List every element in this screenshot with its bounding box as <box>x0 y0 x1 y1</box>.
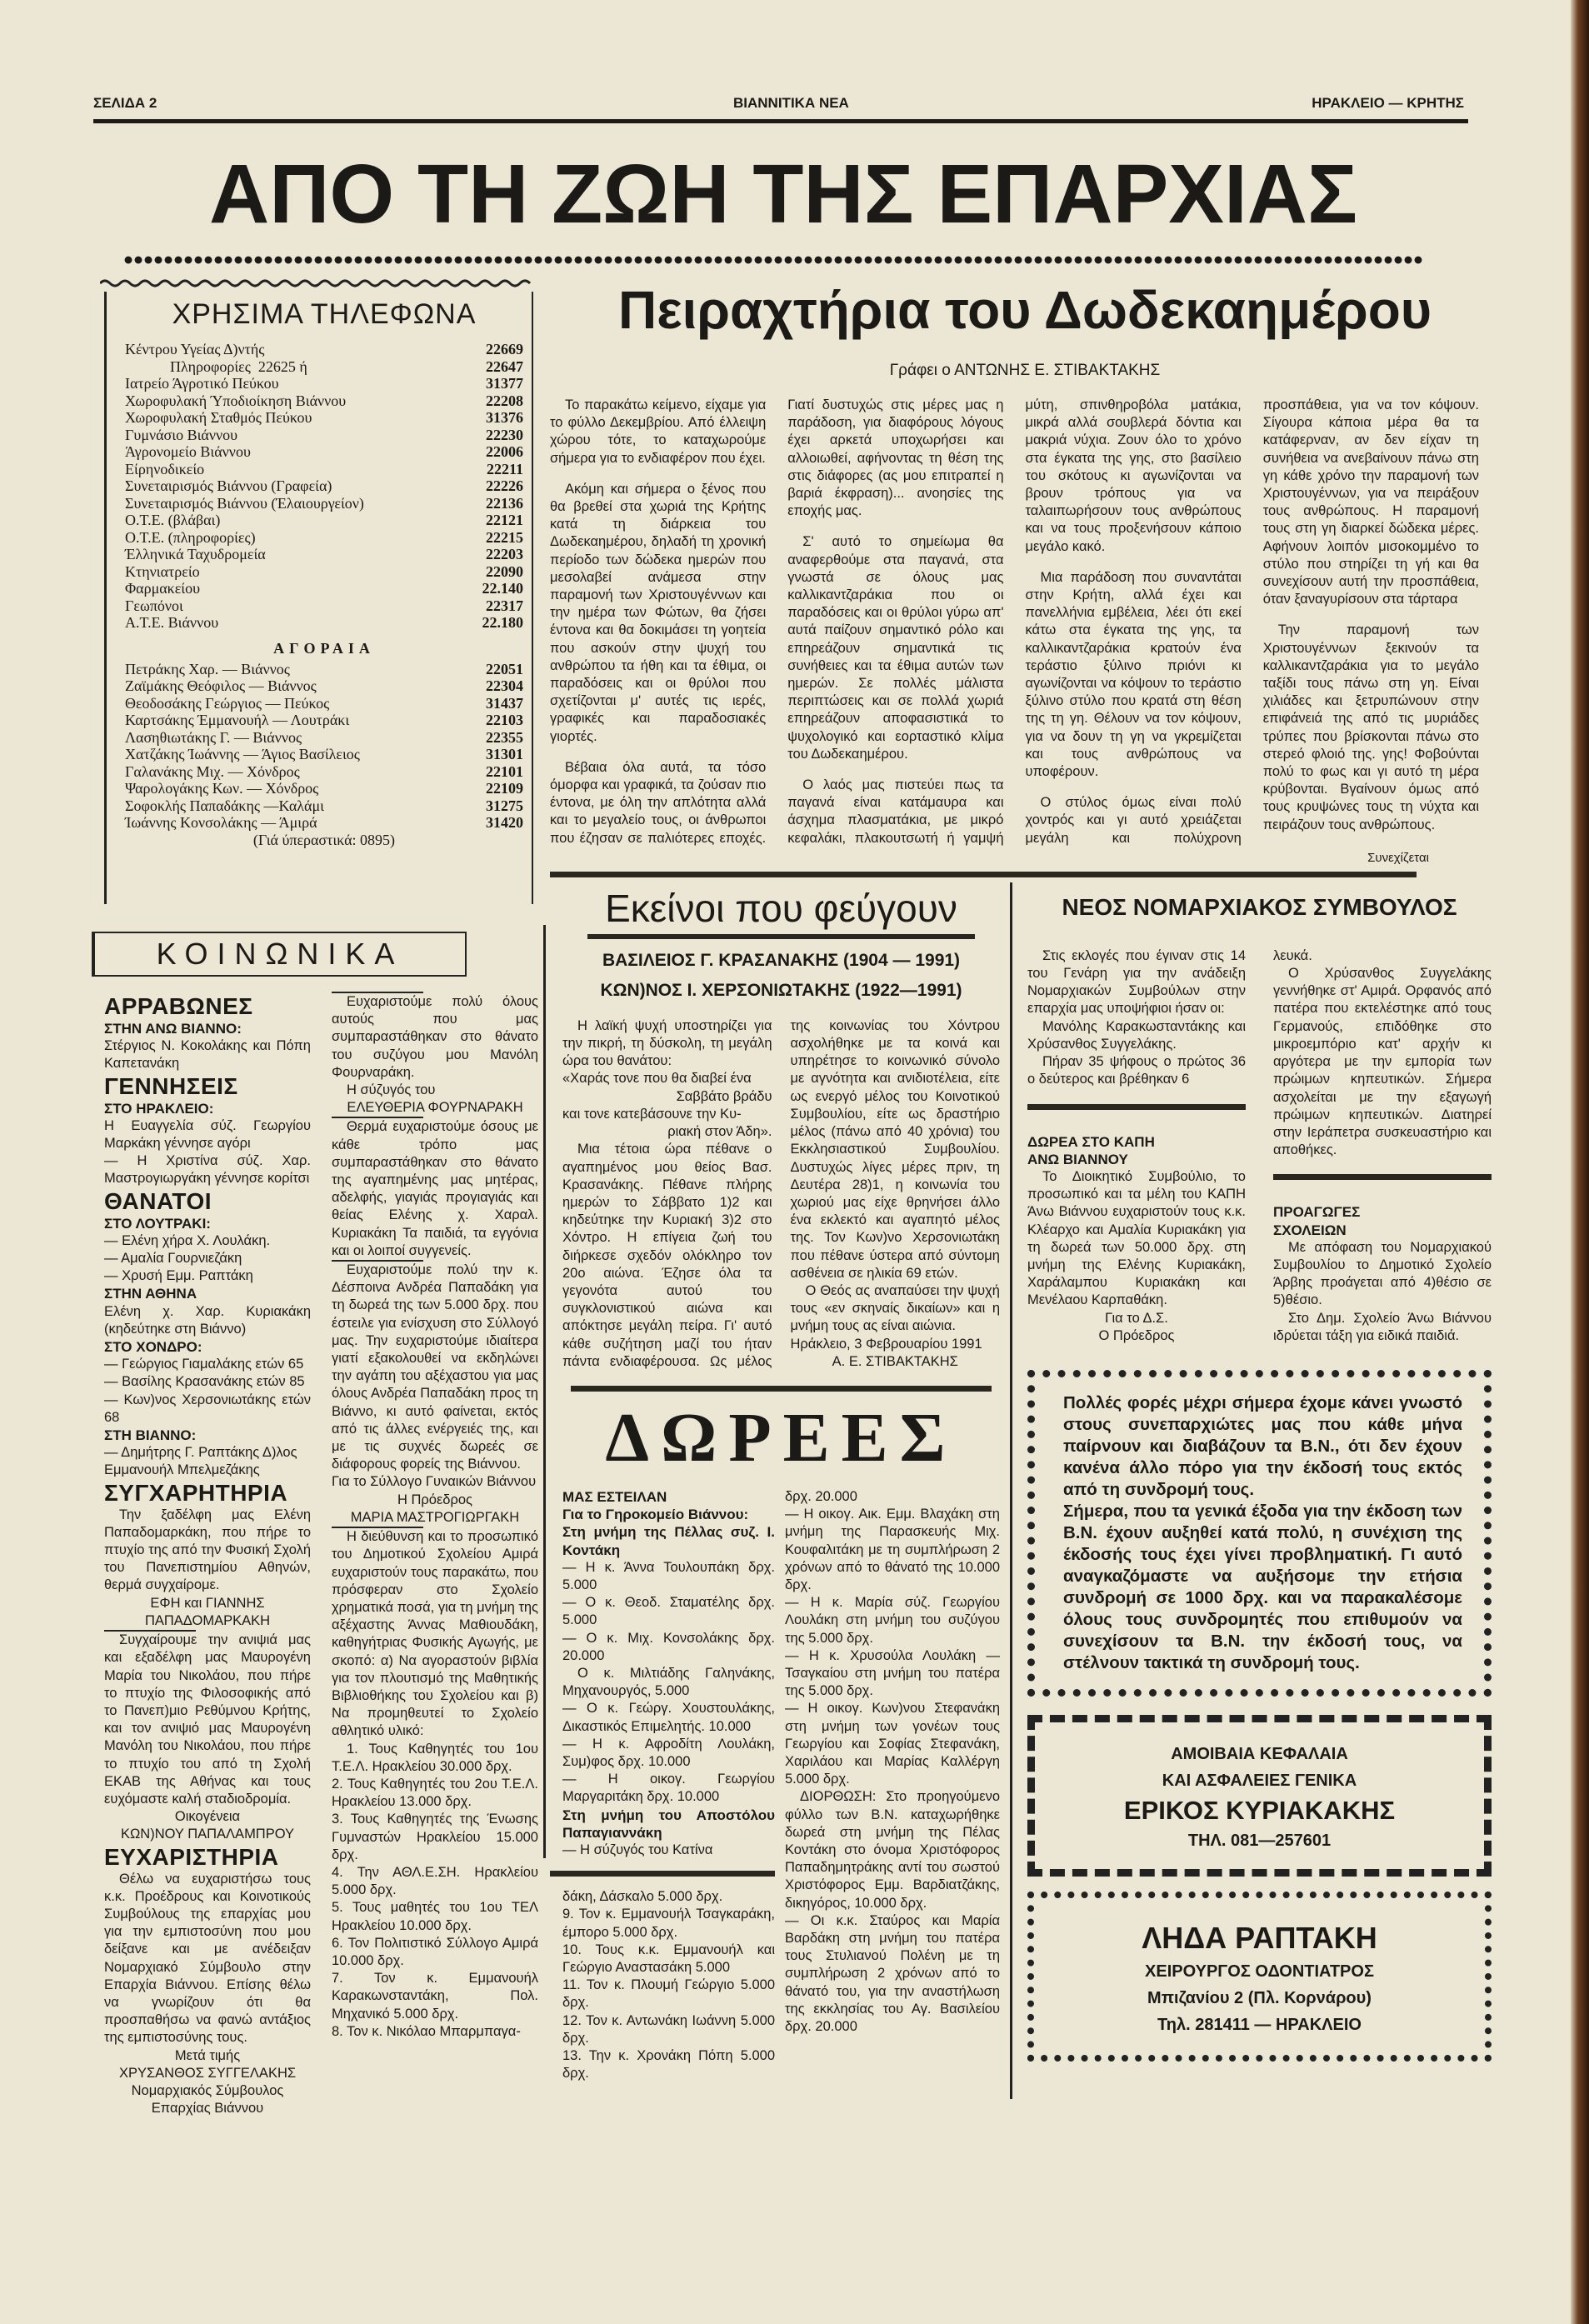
text-line: — Δημήτρης Γ. Ραπτάκης Δ)λος <box>104 1445 297 1461</box>
divider <box>1273 1174 1492 1180</box>
ad-name: ΛΗΔΑ ΡΑΠΤΑΚΗ <box>1142 1920 1377 1955</box>
signature-line: Για το Δ.Σ. <box>1105 1310 1168 1326</box>
market-list <box>125 661 523 832</box>
paragraph: Η σύζυγός του <box>347 1082 436 1098</box>
text-line: 3. Τους Καθηγητές της Ένωσης Γυμναστών Ηρακλείου 15.000 δρχ. <box>332 1812 538 1862</box>
dentist-ad <box>1027 1892 1492 2062</box>
ad-name: ΕΡΙΚΟΣ ΚΥΡΙΑΚΑΚΗΣ <box>1123 1795 1396 1825</box>
text-line: — Η σύζυγός του Κατίνα <box>562 1842 713 1857</box>
phone-entry <box>125 780 523 797</box>
paragraph: ΔΙΟΡΘΩΣΗ: Στο προηγούμενο φύλλο των Β.Ν. καταχωρήθηκε δωρεά στη μνήμη της Πέλας Κοντάκη στο όνομα Χριστόφορος Παπαδημητράκης αντί του σωστού Χριστόφορος Εμμ. Βαρδιατζάκης, δικηγόρος, 10.000 δρχ. <box>785 1789 1000 1911</box>
subheading: ΣΧΟΛΕΙΩΝ <box>1273 1222 1347 1238</box>
phone-label: Χωροφυλακή Σταθμός Πεύκου <box>125 409 312 426</box>
phone-label: Φαρμακείου <box>125 580 201 597</box>
phone-label: Πετράκης Χαρ. — Βιάννος <box>125 660 290 677</box>
main-area <box>550 268 1500 2099</box>
phone-number: 22.180 <box>482 614 523 631</box>
paragraph: Ευχαριστούμε πολύ όλους αυτούς που μας συμπαραστάθηκαν στο θάνατο του συζύγου μου Μανόλη Φουρναράκη. <box>332 994 538 1080</box>
phone-label: Χατζάκης Ίωάννης — Άγιος Βασίλειος <box>125 746 360 762</box>
text-line: 12. Τον κ. Αντωνάκη Ιωάννη 5.000 δρχ. <box>562 2012 775 2046</box>
subheading: ΔΩΡΕΑ ΣΤΟ ΚΑΠΗ <box>1027 1133 1155 1150</box>
donations-right <box>785 1488 1000 2083</box>
school-donations-continued <box>562 1888 775 2082</box>
paragraph: Στις εκλογές που έγιναν στις 14 του Γενάρη για την ανάδειξη Νομαρχιακών Συμβούλων στην επαρχία μας υποψήφιοι ήσαν οι: <box>1027 947 1246 1017</box>
phone-label: Σοφοκλής Παπαδάκης —Καλάμι <box>125 797 324 814</box>
subheading: ΜΑΣ ΕΣΤΕΙΛΑΝ <box>562 1488 667 1505</box>
text-line: — Η κ. Μαρία σύζ. Γεωργίου Λουλάκη στη μνήμη του συζύγου της 5.000 δρχ. <box>785 1595 1000 1646</box>
phone-number: 22304 <box>486 677 523 694</box>
phone-list <box>125 341 523 632</box>
paragraph: Ακόμη και σήμερα ο ξένος που θα βρεθεί στα χωριά της Κρήτης κατά τη διάρκεια του Δωδεκαημέρου, δηλαδή τη χρονική περίοδο των δώδεκα ημερών που μεσολαβεί ανάμεσα στην παραμονή των Χριστουγέννων και την ημέρα των Φώτων, θα ζήσει έντονα και θα δοκιμάσει τη γοητεία που ασκούν στην ψυχή του ανθρώπου τα ήθη και τα έθιμα, οι παραδόσεις και οι θρύλοι που σχετίζονται μ' αυτές τις ιερές, γραφικές και παραδοσιακές γιορτές. <box>550 481 767 744</box>
phone-number: 22103 <box>486 712 523 728</box>
text-line: — Ο κ. Γεώργ. Χουστουλάκης, Δικαστικός Επιμελητής. 10.000 <box>562 1701 775 1734</box>
market-heading: ΑΓΟΡΑΙΑ <box>273 639 375 657</box>
section-heading: ΣΥΓΧΑΡΗΤΗΡΙΑ <box>104 1479 288 1506</box>
phone-entry <box>125 597 523 615</box>
signature-line: Α. Ε. ΣΤΙΒΑΚΤΑΚΗΣ <box>832 1353 958 1369</box>
phone-entry <box>125 814 523 832</box>
text-line: — Ο κ. Μιχ. Κονσολάκης δρχ. 20.000 <box>562 1630 775 1663</box>
phone-number: 22211 <box>486 460 523 477</box>
council-right <box>1273 947 1492 1345</box>
phone-label: Χωροφυλακή Ύποδιοίκηση Βιάννου <box>125 392 347 409</box>
wavy-divider <box>100 278 533 288</box>
section-heading: ΕΥΧΑΡΙΣΤΗΡΙΑ <box>104 1843 279 1870</box>
text-line: — Η κ. Χρυσούλα Λουλάκη — Τσαγκαίου στη μνήμη του πατέρα της 5.000 δρχ. <box>785 1647 1000 1699</box>
subscription-notice <box>1027 1370 1492 1697</box>
phone-entry <box>125 477 523 495</box>
text-line: — Κων)νος Χερσονιωτάκης ετών 68 <box>104 1392 311 1425</box>
obituary-name-1: ΒΑΣΙΛΕΙΟΣ Γ. ΚΡΑΣΑΝΑΚΗΣ (1904 — 1991) <box>602 950 961 970</box>
phone-number: 22230 <box>486 426 523 443</box>
phone-entry <box>125 392 523 410</box>
phone-number: 31376 <box>486 409 523 426</box>
text-line: — Η οικογ. Κων)νου Στεφανάκη στη μνήμη των γονέων τους Γεωργίου και Σοφίας Στεφανάκη, Χαριλάου και Μαρίας Καλλέργη 5.000 δρχ. <box>785 1701 1000 1787</box>
text-line: 4. Την ΑΘΛ.Ε.ΣΗ. Ηρακλείου 5.000 δρχ. <box>332 1864 538 1898</box>
phone-number: 31377 <box>486 375 523 392</box>
phone-entry <box>125 746 523 763</box>
location: ΗΡΑΚΛΕΙΟ — ΚΡΗΤΗΣ <box>1312 95 1464 111</box>
phone-number: 22121 <box>486 512 523 528</box>
section-divider <box>550 872 1417 877</box>
subheading: ΣΤΗΝ ΑΘΗΝΑ <box>104 1286 197 1302</box>
text-line: — Η οικογ. Αικ. Εμμ. Βλαχάκη στη μνήμη της Παρασκευής Μιχ. Κουφαλιτάκη με τη συμπλήρωση 2 χρόνων από το θάνατό της 10.000 δρχ. <box>785 1507 1000 1592</box>
phone-label: Έλληνικά Ταχυδρομεία <box>125 546 266 562</box>
subheading: Στη μνήμη του Αποστόλου Παπαγιαννάκη <box>562 1807 775 1841</box>
phone-entry <box>125 661 523 678</box>
subheading: Στη μνήμη της Πέλλας συζ. Ι. Κοντάκη <box>562 1524 775 1558</box>
phone-label: Συνεταιρισμός Βιάννου (Έλαιουργείον) <box>125 494 364 512</box>
phone-label: Κτηνιατρείο <box>125 562 200 580</box>
phone-label: Κέντρου Υγείας Δ)ντής <box>125 341 265 357</box>
phone-label: Λασηθιωτάκης Γ. — Βιάννος <box>125 728 302 746</box>
signature-line: Ο Πρόεδρος <box>1098 1327 1175 1343</box>
phone-label: Καρτσάκης Έμμανουήλ — Λουτράκι <box>125 712 350 728</box>
subheading: ΣΤΟ ΧΟΝΔΡΟ: <box>104 1339 202 1356</box>
paragraph: Σήμερα, που τα γενικά έξοδα για την έκδοση των Β.Ν. έχουν αυξηθεί κατά πολύ, η συνέχιση της έκδοσής τους έχει γίνει προβληματική. Γι αυτό αναγκαζόμαστε να αυξήσομε την ετήσια συνδρομή σε 1000 δρχ. και να παρακαλέσομε όλους τους συνδρομητές που επιθυμούν να συνεχίσουν τα Β.Ν. την έκδοσή τους, να στέλνουν τακτικά τη συνδρομή τους. <box>1063 1501 1462 1672</box>
obituary-names <box>562 946 1000 1006</box>
paragraph: Θέλω να ευχαριστήσω τους κ.κ. Προέδρους και Κοινοτικούς Συμβούλους της επαρχίας μου για την εμπιστοσύνη που μου δείξανε και με ανέδειξαν Νομαρχιακό Σύμβουλο στην Επαρχία Βιάννου. Επίσης θέλω να γνωρίζουν ότι θα προσπαθήσω να φανώ αντάξιος της εμπιστοσύνης τους. <box>104 1871 311 2046</box>
signature-line: Οικογένεια <box>174 1809 241 1825</box>
paragraph: Η λαϊκή ψυχή υποστηρίζει για την πικρή, τη δύσκολη, τη μεγάλη ώρα του θανάτου: <box>562 1017 772 1069</box>
paragraph: Το Διοικητικό Συμβούλιο, το προσωπικό και τα μέλη του ΚΑΠΗ Άνω Βιάννου ευχαριστούν τους κ.κ. Κλέαρχο και Αμαλία Κυριακάκη για τη δωρεά των 50.000 δρχ. στη μνήμη της Ελένης Κυριακάκη, Χαράλαμπου Κυριακάκη και Μενέλαου Καρπαθάκη. <box>1027 1168 1246 1308</box>
paragraph: Μια τέτοια ώρα πέθανε ο αγαπημένος μου θείος Βασ. Κρασανάκης. Πέθανε πλήρης ημερών το Σάββατο 1)2 και κηδεύτηκε την Κυριακή 3)2 στο Χόντρο. Η επίγεια ζωή του διήρκεσε σχεδόν ολόκληρο τον 20ο αιώνα. Έζησε όλα τα γεγονότα αυτού του συγκλονιστικού αιώνα και απόκτησε μεγάλη πείρα. Γι' αυτό κάθε συζήτηση μαζί του ήταν πάντα ενδιαφέρουσα. Ως μέλος της κοινωνίας του Χόντρου ασχολήθηκε με τα κοινά και υπηρέτησε το κοινωνικό σύνολο με αγνότητα και ανιδιοτέλεια, είτε ως ενεργό μέλος του Κοινοτικού Συμβουλίου, είτε ως δραστήριο μέλος (πάνω από 40 χρόνια) του Εκκλησιαστικού Συμβουλίου. Δυστυχώς λίγες μέρες πριν, τη Δευτέρα 28)1, η κοινωνία του χωριού μας είχε θρηνήσει άλλο ένα εκλεκτό και αγαπητό μέλος της. Τον Κων)νο Χερσονιωτάκη που πέθανε ύστερα από σύντομη ασθένεια σε ηλικία 69 ετών. <box>562 1017 1000 1369</box>
phone-number: 22090 <box>486 562 523 580</box>
phones-heading: ΧΡΗΣΙΜΑ ΤΗΛΕΦΩΝΑ <box>172 298 477 330</box>
phone-number: 22669 <box>486 341 523 357</box>
text-line: λευκά. <box>1273 947 1312 963</box>
obituary-underline <box>587 934 975 939</box>
subheading: Για το Γηροκομείο Βιάννου: <box>562 1507 749 1523</box>
signature-line: Επαρχίας Βιάννου <box>151 2101 264 2117</box>
phone-label: Ο.Τ.Ε. (βλάβαι) <box>125 512 221 528</box>
paragraph: Πήραν 35 ψήφους ο πρώτος 36 ο δεύτερος και βρέθηκαν 6 <box>1027 1054 1246 1087</box>
signature-line: Η Πρόεδρος <box>397 1492 473 1507</box>
donations-headline: ΔΩΡΕΕΣ <box>605 1398 957 1477</box>
signature-line: Μετά τιμής <box>174 2047 241 2063</box>
phone-entry <box>125 512 523 529</box>
phone-number: 22.140 <box>482 580 523 597</box>
phone-label: Ψαρολογάκης Κων. — Χόνδρος <box>125 780 319 797</box>
page-number: ΣΕΛΙΔΑ 2 <box>93 95 157 111</box>
paragraph: Συγχαίρουμε την ανιψιά μας και εξαδέλφη μας Μαυρογένη Μαρία του Νικολάου, που πήρε το πτυχίο της Φιλοσοφικής από το Πανεπ)μιο Ρεθύμνου Κρήτης, και τον ανιψιό μας Μαυρογένη Μανόλη του Νικολάου, που πήρε το πτυχίο του από τη Σχολή ΕΚΑΒ της Αθήνας και τους ευχόμαστε καλή σταδιοδρομία. <box>104 1632 311 1807</box>
phone-number: 31275 <box>486 797 523 814</box>
text-line: — Η κ. Αφροδίτη Λουλάκη, Συμ)φος δρχ. 10.000 <box>562 1736 775 1769</box>
phone-label: Πληροφορίες 22625 ή <box>125 357 307 375</box>
phone-label: Ζαϊμάκης Θεόφιλος — Βιάννος <box>125 677 317 694</box>
text-line: — Αμαλία Γουρνιεζάκη <box>104 1251 242 1267</box>
text-line: 13. Την κ. Χρονάκη Πόπη 5.000 δρχ. <box>562 2048 775 2082</box>
phone-entry <box>125 529 523 547</box>
phone-entry <box>125 797 523 815</box>
council-headline: ΝΕΟΣ ΝΟΜΑΡΧΙΑΚΟΣ ΣΥΜΒΟΥΛΟΣ <box>1062 893 1457 920</box>
paragraph: Ευχαριστούμε πολύ την κ. Δέσποινα Ανδρέα Παπαδάκη για τη δωρεά της των 5.000 δρχ. που έστειλε για ενίσχυση στο Σύλλογό μας. Την ευχαριστούμε ιδιαίτερα γιατί εξακολουθεί να εκδηλώνει την αγάπη του αξέχαστου για μας όλους Ανδρέα Παπαδάκη προς τη Βιάννο, κι αυτό φαίνεται, εκτός από τις άλλες ενέργειές της, και με τις συχνές δωρεές σε διάφορους φορείς της Βιάννου. <box>332 1262 538 1472</box>
subheading: ΑΝΩ ΒΙΑΝΝΟΥ <box>1027 1151 1128 1167</box>
diamond-divider <box>123 254 1423 266</box>
text-line: 6. Τον Πολιτιστικό Σύλλογο Αμιρά 10.000 δρχ. <box>332 1935 538 1968</box>
long-distance-note: (Γιά ύπεραστικά: 0895) <box>252 831 396 848</box>
phone-entry <box>125 729 523 747</box>
phone-number: 22226 <box>486 477 523 494</box>
social-heading: ΚΟΙΝΩΝΙΚΑ <box>92 932 467 977</box>
paragraph: Βέβαια όλα αυτά, τα τόσο όμορφα και γραφικά, τα ζούσαν πιο έντονα, με όλη την απλότητα αλλά και το μεγαλείο τους, οι άνθρωποι που έζησαν σε παλιότερες εποχές. Γιατί δυστυχώς στις μέρες μας η παράδοση, για διαφόρους λόγους έχει αρκετά υποχωρήσει και αλλοιωθεί, αφήνοντας τη θέση της στις διάφορες (ας μου επιτραπεί η βαριά έκφραση)... ανοησίες της εποχής μας. <box>550 397 1004 846</box>
ad-phone: ΤΗΛ. 081—257601 <box>1187 1831 1332 1850</box>
paragraph: Σ' αυτό το σημείωμα θα αναφερθούμε στα παγανά, στα γνωστά σε όλους μας καλλικαντζαράκια που οι παραδόσεις και οι θρύλοι γύρω απ' αυτά παίζουν σημαντικό ρόλο και επηρεάζουν σημαντικά τις συνήθειες και τα έθιμα αυτών των ημερών. Σε πολλές μάλιστα περιπτώσεις και σε πολλά χωριά επηρεάζουν αποφασιστικά το ψυχολογικό και εορταστικό κλίμα του Δωδεκαημέρου. <box>787 534 1004 762</box>
ad-phone: Τηλ. 281411 — ΗΡΑΚΛΕΙΟ <box>1157 2015 1362 2034</box>
phone-number: 22109 <box>486 780 523 797</box>
article-body <box>550 397 1479 847</box>
signature-line: ΧΡΥΣΑΝΘΟΣ ΣΥΓΓΕΛΑΚΗΣ <box>118 2065 297 2081</box>
subheading: ΣΤΟ ΗΡΑΚΛΕΙΟ: <box>104 1100 214 1117</box>
paragraph: Στο Δημ. Σχολείο Άνω Βιάννου ιδρύεται τάξη για ειδικά παιδιά. <box>1273 1310 1492 1343</box>
ad-title: ΧΕΙΡΟΥΡΓΟΣ ΟΔΟΝΤΙΑΤΡΟΣ <box>1145 1962 1374 1981</box>
text-line: — Γεώργιος Γιαμαλάκης ετών 65 <box>104 1357 304 1372</box>
phone-label: Είρηνοδικείο <box>125 460 205 477</box>
phone-number: 22006 <box>486 443 523 460</box>
phone-entry <box>125 712 523 729</box>
paragraph: Ο Θεός ας αναπαύσει την ψυχή τους «εν σκηναίς δικαίων» και η μνήμη τους ας είναι αιώνια. <box>790 1282 1000 1334</box>
page-title: ΑΠΟ ΤΗ ΖΩΗ ΤΗΣ ΕΠΑΡΧΙΑΣ <box>209 147 1357 241</box>
phone-entry <box>125 763 523 781</box>
text-line: Ηράκλειο, 3 Φεβρουαρίου 1991 <box>790 1336 982 1352</box>
phone-entry <box>125 495 523 512</box>
text-line: — Ο κ. Θεοδ. Σταματέλης δρχ. 5.000 <box>562 1595 775 1628</box>
text-line: και τονε κατεβάσουνε την Κυ- <box>562 1106 742 1122</box>
phone-entry <box>125 341 523 358</box>
section-heading: ΓΕΝΝΗΣΕΙΣ <box>104 1072 238 1099</box>
text-line: Ελένη χ. Χαρ. Κυριακάκη (κηδεύτηκε στη Βιάννο) <box>104 1303 311 1337</box>
phone-label: Γεωπόνοι <box>125 597 183 614</box>
phone-number: 22051 <box>486 660 523 677</box>
phone-label: Άγρονομείο Βιάννου <box>125 443 251 460</box>
obituary-name-2: ΚΩΝ)ΝΟΣ Ι. ΧΕΡΣΟΝΙΩΤΑΚΗΣ (1922—1991) <box>600 980 962 1000</box>
right-column <box>1012 882 1492 2062</box>
verse-line: Σαββάτο βράδυ <box>676 1088 772 1104</box>
paragraph: Μανόλης Καρακωσταντάκης και Χρύσανθος Συγγελάκης. <box>1027 1018 1246 1052</box>
text-line: — Χρυσή Εμμ. Ραπτάκη <box>104 1268 253 1284</box>
donations-row <box>562 1488 1000 2083</box>
obituary-body <box>562 1017 1000 1371</box>
paragraph: Την παραμονή των Χριστουγέννων ξεκινούν τα καλλικαντζαράκια για το μεγάλο ταξίδι τους πάνω στη γη. Είναι χιλιάδες και ξετρυπώνουν στην επιφάνειά της από τις μυριάδες τρύπες που βρίσκονται πάνω στο στερεό φλοιό της. γης! Φοβούνται πολύ το φως και γι αυτό τη μέρα κρύβονται. Βγαίνουν όμως από τους κρυψώνες τους τη νύχτα και πειράζουν τους ανθρώπους. <box>1262 622 1479 832</box>
subheading: ΣΤΗ ΒΙΑΝΝΟ: <box>104 1427 197 1444</box>
text-line: — Βασίλης Κρασανάκης ετών 85 <box>104 1374 305 1390</box>
phone-entry <box>125 614 523 632</box>
phone-label: Γυμνάσιο Βιάννου <box>125 426 238 443</box>
signature-line: ΕΛΕΥΘΕΡΙΑ ΦΟΥΡΝΑΡΑΚΗ <box>347 1100 523 1116</box>
phone-entry <box>125 409 523 427</box>
phone-entry <box>125 427 523 444</box>
phone-entry <box>125 443 523 461</box>
paragraph: 1. Τους Καθηγητές του 1ου Τ.Ε.Λ. Ηρακλείου 30.000 δρχ. <box>332 1741 538 1774</box>
paragraph: Ο λαός μας πιστεύει πως τα παγανά είναι κατάμαυρα και άσχημα πλασματάκια, με μικρό κεφαλάκι, πλακουτσωτή ή γαμψή μύτη, σπινθηροβόλα ματάκια, μικρά αλλά σουβλερά δόντια και μακριά νύχια. Ζουν όλο το χρόνο στα έγκατα της γης, στο βασίλειο του σκότους κι αγωνίζονται να βρουν τρόπους για να ταλαιπωρήσουν τους ανθρώπους και να τους προξενήσουν κάποιο μεγάλο κακό. <box>787 397 1242 846</box>
text-line: 9. Τον κ. Εμμανουήλ Τσαγκαράκη, έμπορο 5.000 δρχ. <box>562 1907 775 1940</box>
social-column-right <box>332 992 538 2041</box>
donations-left <box>562 1488 775 1859</box>
ad-line-1: ΑΜΟΙΒΑΙΑ ΚΕΦΑΛΑΙΑ <box>1171 1744 1348 1763</box>
phone-label: Συνεταιρισμός Βιάννου (Γραφεία) <box>125 477 332 494</box>
text-line: Εμμανουήλ Μπελμεζάκης <box>104 1462 260 1478</box>
signature-line: Νομαρχιακός Σύμβουλος <box>131 2082 284 2098</box>
phone-entry <box>125 546 523 563</box>
text-line: 8. Τον κ. Νικόλαο Μπαρμπαγα- <box>332 2023 521 2039</box>
lower-section <box>550 882 1500 2100</box>
text-line: Η Ευαγγελία σύζ. Γεωργίου Μαρκάκη γέννησε αγόρι <box>104 1117 311 1152</box>
text-line: «Χαράς τονε που θα διαβεί ένα <box>562 1071 752 1087</box>
phone-entry <box>125 695 523 712</box>
phone-entry <box>125 358 523 376</box>
paragraph: Μια παράδοση που συναντάται στην Κρήτη, αλλά έχει και πανελλήνια εμβέλεια, λέει ότι εκεί κάτω στα έγκατα της γης, τα καλλικαντζαράκια κρατούν ένα τεράστιο ξύλινο πριόνι κι αγωνίζονται να κόψουν το τεράστιο ξύλινο στύλο που κρατά στη θέση της τη γη. Θέλουν να τον κόψουν, για να δουν τη γη να γκρεμίζεται και τους ανθρώπους να υποφέρουν. <box>1025 569 1242 780</box>
phone-entry <box>125 563 523 581</box>
obituary-headline: Εκείνοι που φεύγουν <box>605 886 957 930</box>
ad-line-2: ΚΑΙ ΑΣΦΑΛΕΙΕΣ ΓΕΝΙΚΑ <box>1162 1771 1357 1790</box>
phone-label: Ιατρείο Άγροτικό Πεύκου <box>125 375 279 392</box>
article-continued: Συνεχίζεται <box>1367 850 1429 865</box>
paragraph: Η διεύθυνση και το προσωπικό του Δημοτικού Σχολείου Αμιρά ευχαριστούν τους παρακάτω, που πρόσφεραν στο Σχολείο χρηματικά ποσά, για τη μνήμη της αξέχαστης Άννας Μαθιουδάκη, καθηγήτριας Φυσικής Αγωγής, με σκοπό: α) Να αγοραστούν βιβλία για τον πλουτισμό της Μαθητικής Βιβλιοθήκης του Σχολείου και β) Να προμηθευτεί το Σχολείο αθλητικό υλικό: <box>332 1529 539 1739</box>
signature-line: ΕΦΗ και ΓΙΑΝΝΗΣ <box>150 1595 265 1611</box>
phone-label: Γαλανάκης Μιχ. — Χόνδρος <box>125 762 300 780</box>
phone-number: 22203 <box>486 546 523 562</box>
phone-entry <box>125 580 523 597</box>
column-divider <box>543 925 546 1858</box>
phone-number: 22208 <box>486 392 523 409</box>
text-line: — Ελένη χήρα Χ. Λουλάκη. <box>104 1232 271 1248</box>
page-edge <box>1571 0 1589 2324</box>
subheading: ΠΡΟΑΓΩΓΕΣ <box>1273 1204 1361 1221</box>
text-line: 5. Τους μαθητές του 1ου ΤΕΛ Ηρακλείου 10.000 δρχ. <box>332 1900 538 1933</box>
text-line: — Οι κ.κ. Σταύρος και Μαρία Βαρδάκη στη μνήμη του πατέρα τους Στυλιανού Πολένη με τη συμπλήρωση 2 χρόνων από το θάνατό του, για την αναστήλωση της εκκλησίας του Αγ. Βασιλείου δρχ. 20.000 <box>785 1912 1000 2035</box>
text-line: δάκη, Δάσκαλο 5.000 δρχ. <box>562 1889 723 1905</box>
paragraph: Πολλές φορές μέχρι σήμερα έχομε κάνει γνωστό στους συνεπαρχιώτες μας που κάθε μήνα παίρνουν και διαβάζουν τα Β.Ν., ότι δεν έχουν κανένα άλλο πόρο για την έκδοσή τους εκτός από τη συνδρομή τους. <box>1063 1392 1462 1499</box>
verse-line: ριακή στον Άδη». <box>667 1124 772 1140</box>
section-heading: ΘΑΝΑΤΟΙ <box>104 1187 212 1214</box>
signature-line: ΚΩΝ)ΝΟΥ ΠΑΠΑΛΑΜΠΡΟΥ <box>120 1827 295 1842</box>
paragraph: Με απόφαση του Νομαρχιακού Συμβουλίου το Δημοτικό Σχολείο Άρβης προάγεται από 4)θέσιο σε 5)θέσιο. <box>1273 1239 1492 1308</box>
text-line: — Η οικογ. Γεωργίου Μαργαριτάκη δρχ. 10.000 <box>562 1772 775 1805</box>
paragraph: Το παρακάτω κείμενο, είχαμε για το φύλλο Δεκεμβρίου. Από έλλειψη χώρου τότε, το καταχωρούμε σήμερα για το ενδιαφέρον που έχει. <box>550 397 767 466</box>
paragraph: Ο Χρύσανθος Συγγελάκης γεννήθηκε στ' Αμιρά. Ορφανός από πατέρα που εκτελέστηκε από τους Γερμανούς, επιδόθηκε στο μικροεμπόριο κατ' αρχήν κι αργότερα με την εμπορία των πρώιμων κηπευτικών. Σήμερα ασχολείται με την εξαγωγή πρώιμων κηπευτικών. Διατηρεί στην Ιεράπετρα συσκευαστήριο και αποθήκες. <box>1273 966 1492 1158</box>
text-line: — Η κ. Άννα Τουλουπάκη δρχ. 5.000 <box>562 1559 775 1592</box>
box-bottom-rule <box>550 1871 775 1877</box>
section-heading: ΑΡΡΑΒΩΝΕΣ <box>104 993 253 1019</box>
text-line: 2. Τους Καθηγητές του 2ου Τ.Ε.Λ. Ηρακλείου 13.000 δρχ. <box>332 1776 538 1810</box>
text-line: — Η Χριστίνα σύζ. Χαρ. Μαστρογιωργάκη γέννησε κορίτσι <box>104 1153 311 1187</box>
divider <box>1027 1104 1246 1110</box>
middle-column <box>550 882 1012 2100</box>
text-line: 10. Τους κ.κ. Εμμανουήλ και Γεώργιο Αναστασάκη 5.000 <box>562 1942 775 1976</box>
newspaper-name: ΒΙΑΝΝΙΤΙΚΑ ΝΕΑ <box>733 95 849 111</box>
paragraph: Την ξαδέλφη μας Ελένη Παπαδομαρκάκη, που πήρε το πτυχίο της από την Φυσική Σχολή του Πανεπιστημίου Αθηνών, θερμά συγχαίρομε. <box>104 1507 311 1593</box>
phone-number: 31420 <box>486 814 523 831</box>
council-left <box>1027 947 1246 1345</box>
phone-label: Θεοδοσάκης Γεώργιος — Πεύκος <box>125 694 330 712</box>
paragraph: Θερμά ευχαριστούμε όσους με κάθε τρόπο μας συμπαραστάθηκαν στο θάνατο της αγαπημένης μας μητέρας, αδελφής, γιαγιάς προγιαγιάς και θείας Ελένης χ. Χαραλ. Κυριακάκη Τα παιδιά, τα εγγόνια και οι λοιποί συγγενείς. <box>332 1119 538 1258</box>
donations-left-wrap <box>562 1488 775 2083</box>
article-byline: Γράφει ο ΑΝΤΩΝΗΣ Ε. ΣΤΙΒΑΚΤΑΚΗΣ <box>889 362 1161 379</box>
paragraph: Ο κ. Μιλτιάδης Γαληνάκης, Μηχανουργός, 5.000 <box>562 1665 775 1699</box>
phone-number: 22317 <box>486 597 523 614</box>
council-row <box>1027 947 1492 1345</box>
phone-number: 22101 <box>486 762 523 780</box>
phone-number: 31301 <box>486 746 523 762</box>
signature-line: ΠΑΠΑΔΟΜΑΡΚΑΚΗ <box>144 1612 271 1628</box>
text-line: 7. Τον κ. Εμμανουήλ Καρακωνσταντάκη, Πολ. Μηχανικό 5.000 δρχ. <box>332 1971 538 2022</box>
phone-label: Ο.Τ.Ε. (πληροφορίες) <box>125 528 256 546</box>
phone-entry <box>125 375 523 392</box>
paragraph: Ο στύλος όμως είναι πολύ χοντρός και γι αυτό χρειάζεται μεγάλη και πολύχρονη προσπάθεια, για να τον κόψουν. Σίγουρα κάποια μέρα θα τα κατάφερναν, αν δεν είχαν τη συνήθεια να ανεβαίνουν πάνω στη γη κάθε χρόνο την παραμονή των Χριστουγέννων, για να πειράξουν τους ανθρώπους. Η παραμονή τους στη γη διαρκεί δώδεκα μέρες. Αφήνουν λοιπόν μισοκομμένο το στύλο που στηρίζει τη γή και θα συνεχίσουν αυτή την προσπάθεια, όταν ξαναγυρίσουν στα τάρταρα <box>1025 397 1479 846</box>
article-headline: Πειραχτήρια του Δωδεκαημέρου <box>617 280 1432 340</box>
text-line: Για το Σύλλογο Γυναικών Βιάννου <box>332 1474 537 1490</box>
text-line: δρχ. 20.000 <box>785 1488 857 1504</box>
phone-number: 22647 <box>486 357 523 375</box>
phone-label: Α.Τ.Ε. Βιάννου <box>125 614 219 631</box>
social-column-left <box>104 993 311 2117</box>
masthead-rule <box>93 119 1468 123</box>
phone-label: Ίωάννης Κονσολάκης — Άμιρά <box>125 814 317 831</box>
text-line: 11. Τον κ. Πλουμή Γεώργιο 5.000 δρχ. <box>562 1977 775 2011</box>
subheading: ΣΤΗΝ ΑΝΩ ΒΙΑΝΝΟ: <box>104 1021 242 1037</box>
phone-number: 22355 <box>486 728 523 746</box>
insurance-ad <box>1027 1715 1492 1877</box>
ad-address: Μπιζανίου 2 (Πλ. Κορνάρου) <box>1147 1988 1372 2007</box>
subheading: ΣΤΟ ΛΟΥΤΡΑΚΙ: <box>104 1215 211 1232</box>
phone-entry <box>125 461 523 478</box>
text-line: Στέργιος Ν. Κοκολάκης και Πόπη Καπετανάκη <box>104 1038 311 1072</box>
donations-rule <box>571 1386 992 1392</box>
phone-entry <box>125 677 523 695</box>
phone-number: 31437 <box>486 694 523 712</box>
phone-number: 22215 <box>486 528 523 546</box>
useful-phones-box <box>104 292 533 904</box>
phone-number: 22136 <box>486 494 523 512</box>
signature-line: ΜΑΡΙΑ ΜΑΣΤΡΟΓΙΩΡΓΑΚΗ <box>350 1509 520 1525</box>
